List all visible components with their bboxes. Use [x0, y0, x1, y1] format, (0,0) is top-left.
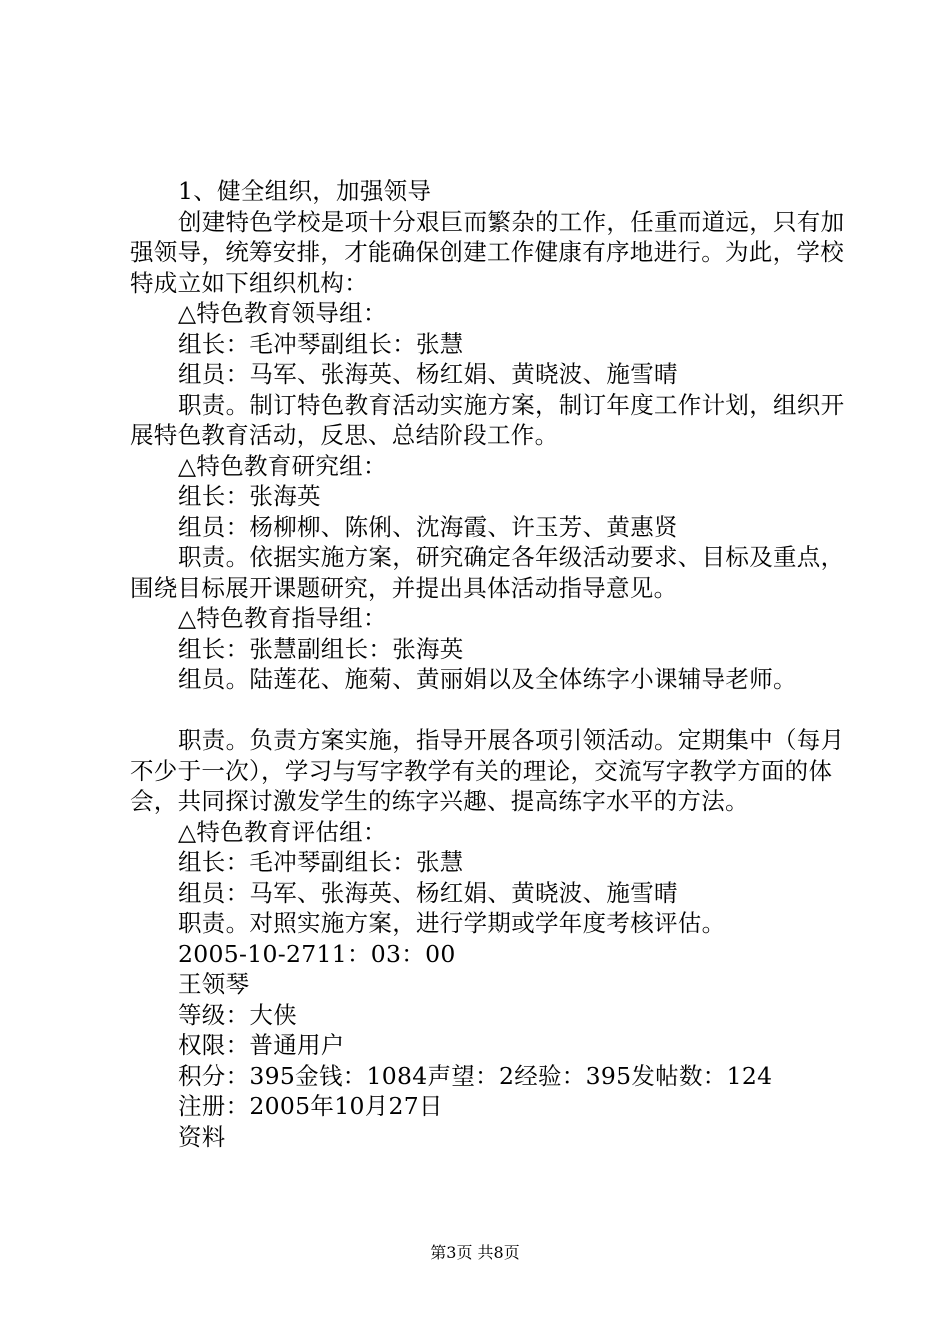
research-duties: 职责。依据实施方案，研究确定各年级活动要求、目标及重点，围绕目标展开课题研究，并提出具体活动指导意见。 — [130, 543, 845, 602]
author-stats: 积分：395金钱：1084声望：2经验：395发帖数：124 — [178, 1061, 773, 1090]
evaluation-duties: 职责。对照实施方案，进行学期或学年度考核评估。 — [178, 909, 726, 937]
intro-paragraph: 创建特色学校是项十分艰巨而繁杂的工作，任重而道远，只有加强领导，统筹安排，才能确保创建工作健康有序地进行。为此，学校特成立如下组织机构： — [130, 207, 845, 297]
page-footer: 第3页 共8页 — [430, 1243, 520, 1262]
guidance-members: 组员。陆莲花、施菊、黄丽娟以及全体练字小课辅导老师。 — [178, 665, 797, 693]
post-author: 王领琴 — [178, 970, 250, 998]
group-title-leadership: △特色教育领导组： — [178, 299, 387, 327]
document-body — [130, 176, 850, 1152]
author-profile-link: 资料 — [178, 1122, 226, 1151]
research-leader: 组长：张海英 — [178, 482, 321, 510]
group-title-research: △特色教育研究组： — [178, 451, 387, 480]
section-heading: 1、健全组织，加强领导 — [178, 177, 432, 205]
evaluation-leaders: 组长：毛冲琴副组长：张慧 — [178, 848, 464, 876]
author-level: 等级：大侠 — [178, 1000, 297, 1029]
evaluation-members: 组员：马军、张海英、杨红娟、黄晓波、施雪晴 — [178, 878, 678, 907]
leadership-leaders: 组长：毛冲琴副组长：张慧 — [178, 329, 464, 358]
post-timestamp: 2005-10-2711：03：00 — [178, 939, 456, 968]
leadership-duties: 职责。制订特色教育活动实施方案，制订年度工作计划，组织开展特色教育活动，反思、总结阶段工作。 — [130, 390, 845, 449]
group-title-guidance: △特色教育指导组： — [178, 604, 387, 632]
author-registered: 注册：2005年10月27日 — [178, 1092, 443, 1120]
research-members: 组员：杨柳柳、陈俐、沈海霞、许玉芳、黄惠贤 — [178, 512, 678, 541]
leadership-members: 组员：马军、张海英、杨红娟、黄晓波、施雪晴 — [178, 360, 678, 388]
author-permission: 权限：普通用户 — [178, 1031, 345, 1059]
guidance-duties: 职责。负责方案实施，指导开展各项引领活动。定期集中（每月不少于一次），学习与写字教学有关的理论，交流写字教学方面的体会，共同探讨激发学生的练字兴趣、提高练字水平的方法。 — [130, 726, 845, 815]
group-title-evaluation: △特色教育评估组： — [178, 817, 387, 846]
guidance-leaders: 组长：张慧副组长：张海英 — [178, 634, 464, 663]
